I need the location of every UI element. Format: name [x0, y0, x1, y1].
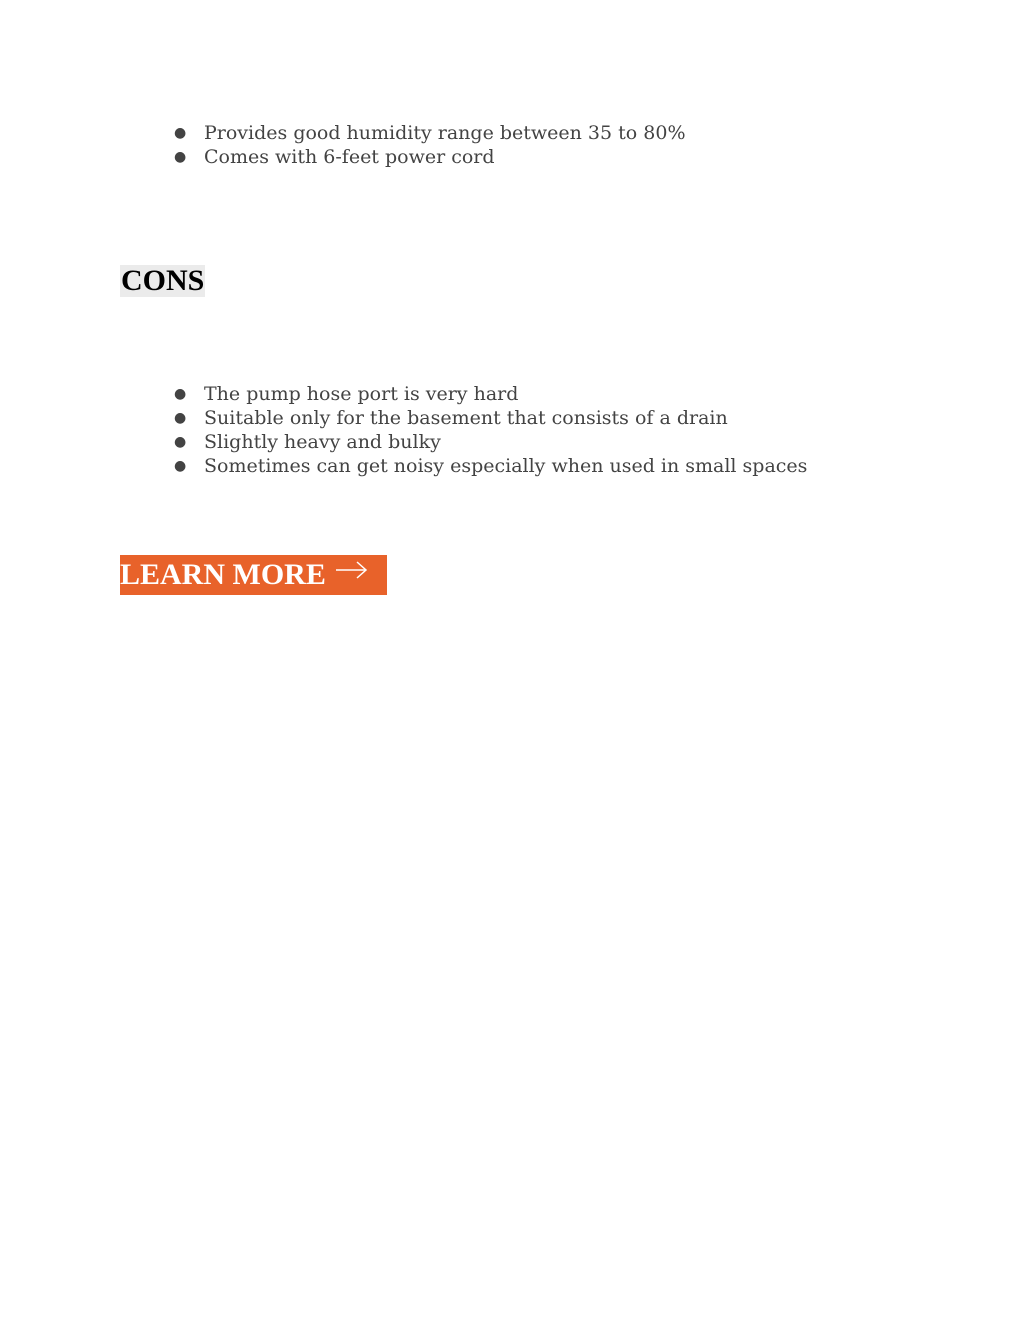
list-item [172, 430, 807, 454]
list-item-text: Suitable only for the basement that consists of a drain [204, 407, 728, 429]
list-item-text: Sometimes can get noisy especially when used in small spaces [204, 455, 808, 477]
list-item [172, 454, 807, 478]
list-item-text: Comes with 6-feet power cord [204, 146, 495, 168]
list-item [172, 406, 807, 430]
list-item-text: Provides good humidity range between 35 to 80% [204, 122, 686, 144]
pros-list [172, 121, 686, 169]
list-item-text: Slightly heavy and bulky [204, 431, 441, 453]
bullet-icon: ● [174, 434, 187, 450]
learn-more-button[interactable] [120, 555, 387, 595]
bullet-icon: ● [174, 149, 187, 165]
list-item-text: The pump hose port is very hard [204, 383, 519, 405]
bullet-icon: ● [174, 410, 187, 426]
list-item [172, 382, 807, 406]
list-item [172, 145, 686, 169]
arrow-right-icon [335, 559, 369, 581]
bullet-icon: ● [174, 386, 187, 402]
bullet-icon: ● [174, 125, 187, 141]
cons-heading: CONS [121, 264, 205, 297]
list-item [172, 121, 686, 145]
learn-more-label: LEARN MORE [120, 558, 326, 591]
cons-list [172, 382, 807, 478]
bullet-icon: ● [174, 458, 187, 474]
